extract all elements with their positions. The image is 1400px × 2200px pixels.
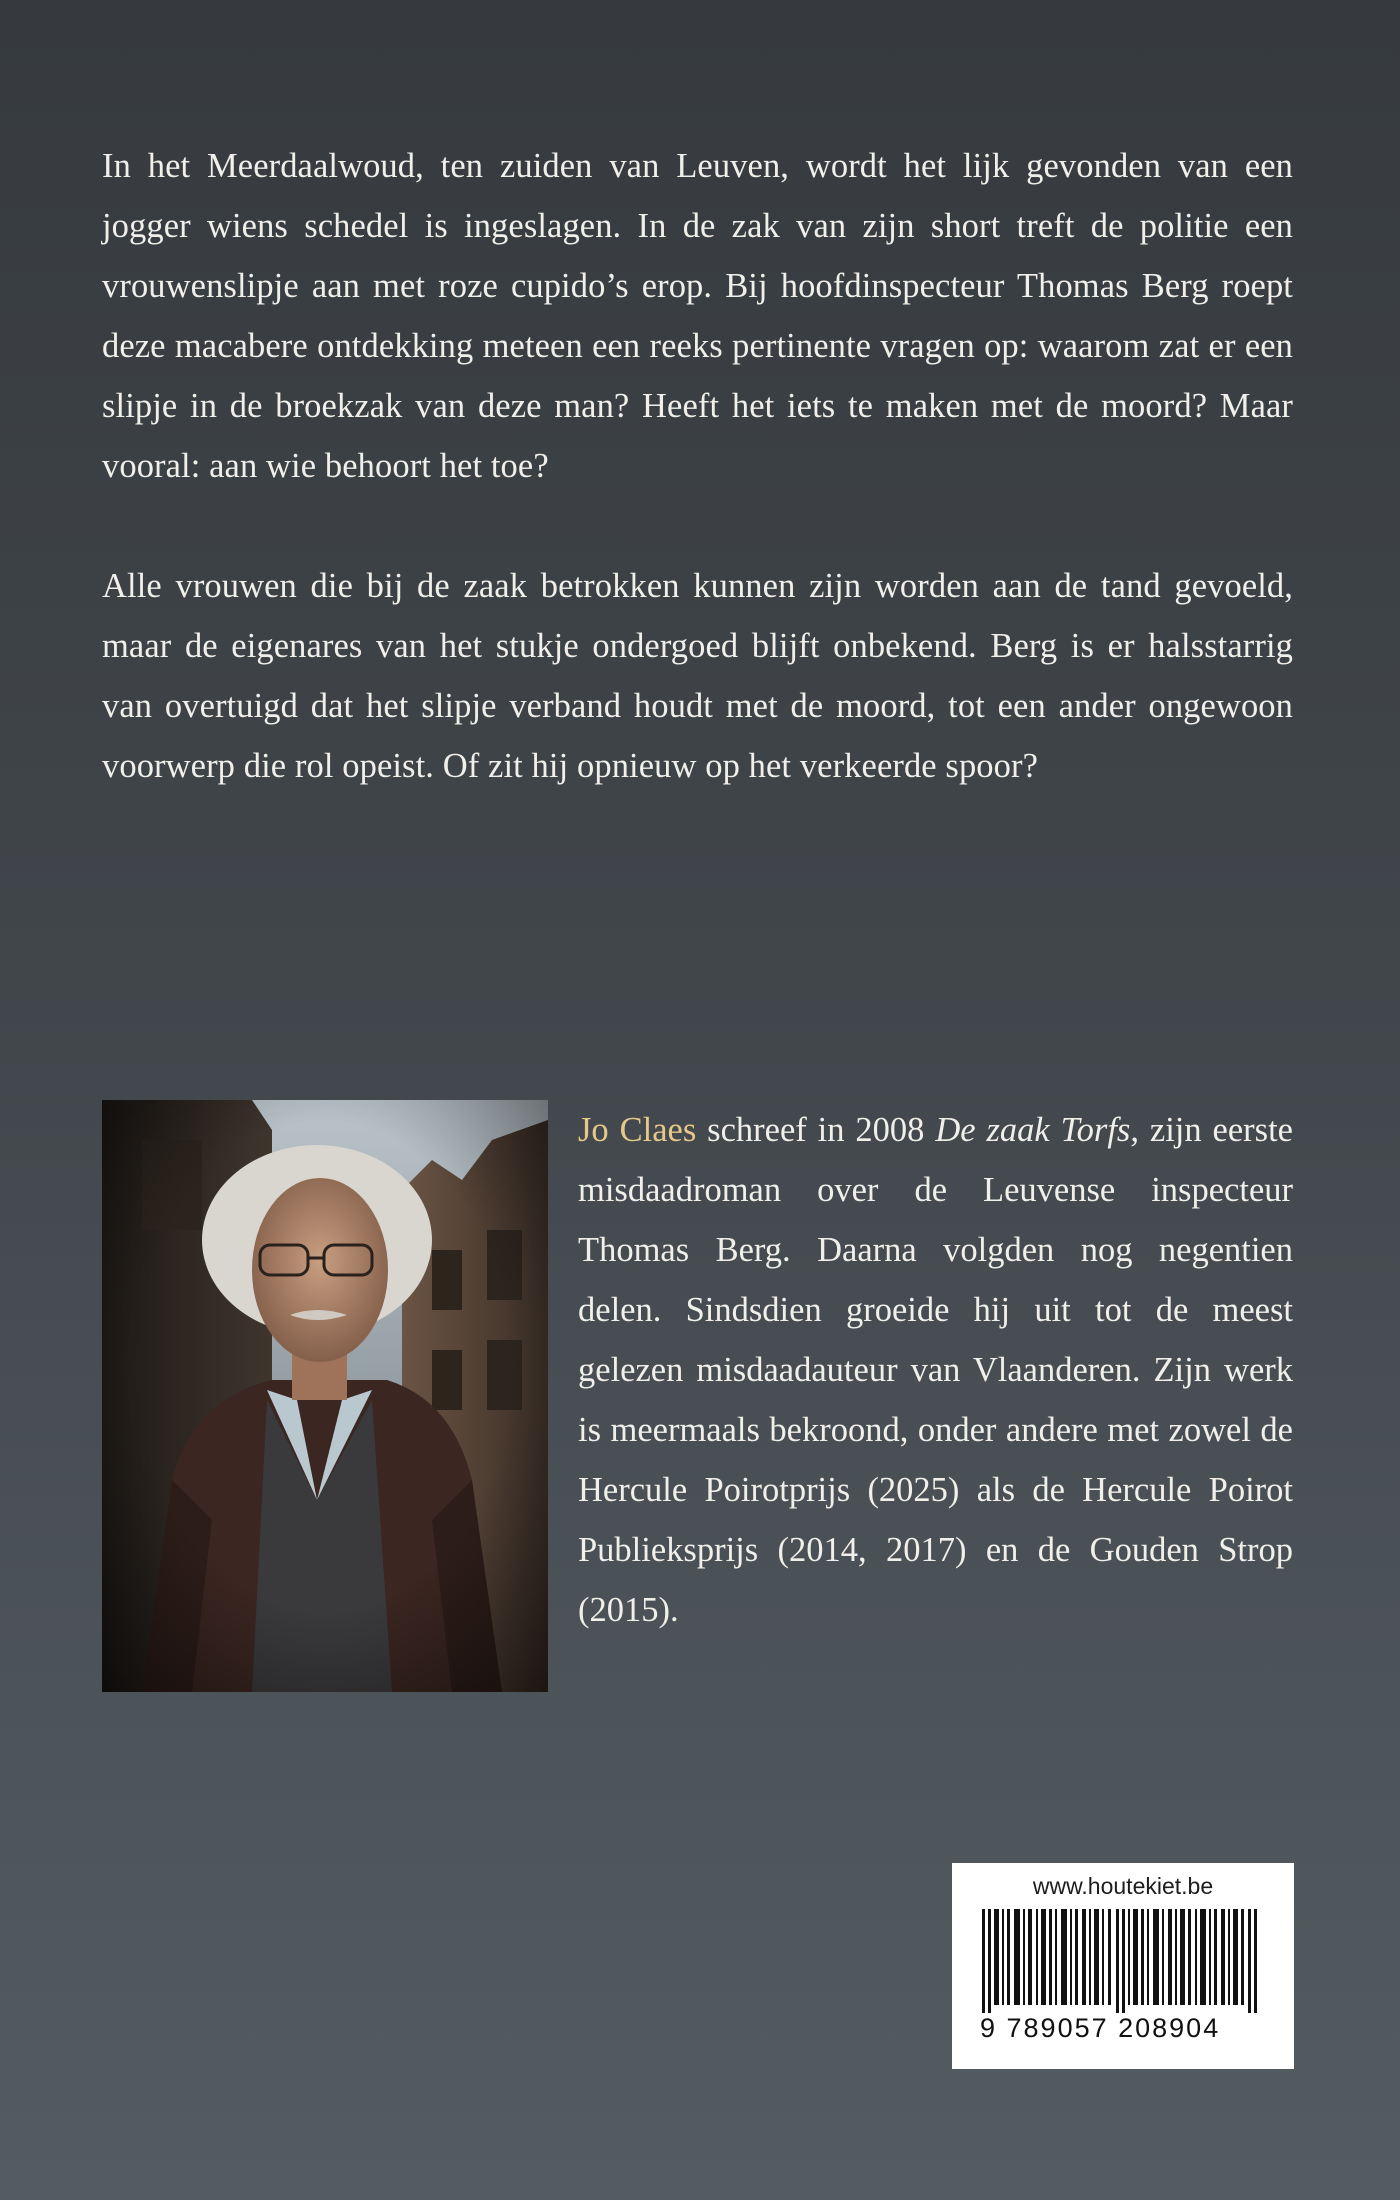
author-photo [102,1100,548,1692]
blurb-paragraph-1 [102,136,1293,496]
publisher-url: www.houtekiet.be [1032,1873,1214,1899]
book-title: De zaak Torfs [935,1111,1131,1149]
isbn-number: 9 789057 208904 [980,2013,1221,2043]
author-name: Jo Claes [578,1111,697,1149]
blurb-text-2: Alle vrouwen die bij de zaak betrokken kunnen zijn worden aan de tand gevoeld, maar de eigenares van het stukje ondergoed blijft onbekend. Berg is er halsstarrig van overtuigd dat het slipje verband houdt met de moord, tot een ander ongewoon voorwerp die rol opeist. Of zit hij opnieuw op het verkeerde spoor? [102,567,1293,785]
bio-text-rest: , zijn eerste misdaadroman over de Leuvense inspecteur Thomas Berg. Daarna volgden nog negentien delen. Sindsdien groeide hij uit tot de meest gelezen misdaadauteur van Vlaanderen. Zijn werk is meermaals bekroond, onder andere met zowel de Hercule Poirotprijs (2025) als de Hercule Poirot Publieksprijs (2014, 2017) en de Gouden Strop (2015). [578,1111,1293,1629]
bio-text-start: schreef in 2008 [696,1111,936,1149]
author-bio [578,1100,1293,1640]
barcode-label [952,1863,1294,2069]
blurb-paragraph-2 [102,556,1293,796]
blurb-text-1: In het Meerdaalwoud, ten zuiden van Leuven, wordt het lijk gevonden van een jogger wiens schedel is ingeslagen. In de zak van zijn short treft de politie een vrouwenslipje aan met roze cupido’s erop. Bij hoofdinspecteur Thomas Berg roept deze macabere ontdekking meteen een reeks pertinente vragen op: waarom zat er een slipje in de broekzak van deze man? Heeft het iets te maken met de moord? Maar vooral: aan wie behoort het toe? [102,147,1293,485]
barcode-icon [982,1909,1264,2013]
